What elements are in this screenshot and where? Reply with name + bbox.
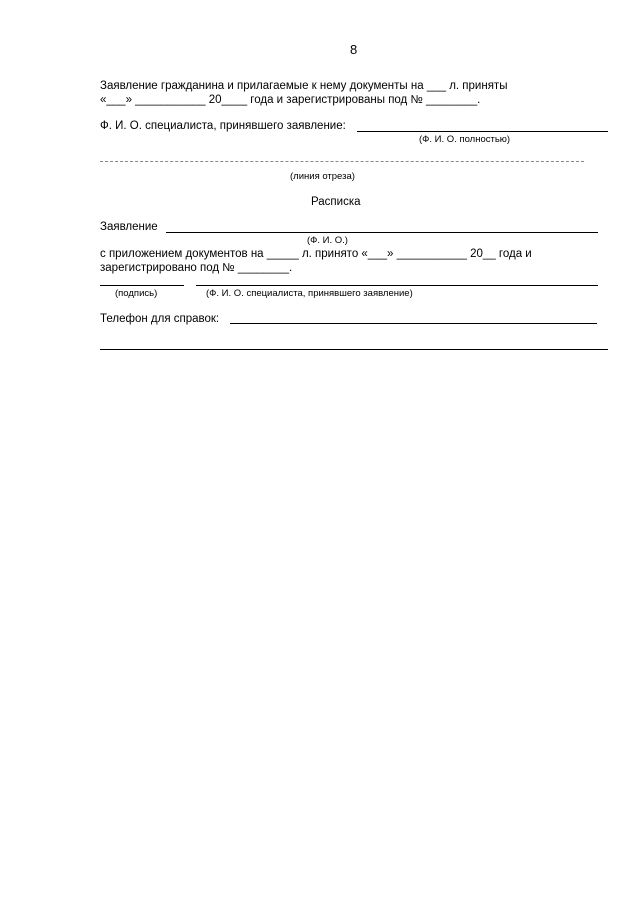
phone-label: Телефон для справок:: [100, 313, 220, 325]
page-number: 8: [350, 42, 358, 57]
signature-line: [100, 285, 184, 286]
specialist-caption: (Ф. И. О. полностью): [419, 134, 511, 145]
application-line-2: «___» ___________ 20____ года и зарегистрированы под № ________.: [100, 94, 481, 106]
receipt-line-1: с приложением документов на _____ л. принято «___» ___________ 20__ года и: [100, 248, 532, 260]
cut-line-label: (линия отреза): [290, 171, 355, 182]
specialist-name-line: [357, 131, 608, 132]
application-line-1: Заявление гражданина и прилагаемые к нему документы на ___ л. приняты: [100, 80, 508, 92]
receipt-specialist-line: [196, 285, 598, 286]
receipt-line-2: зарегистрировано под № ________.: [100, 262, 293, 274]
receipt-statement-label: Заявление: [100, 221, 158, 233]
specialist-label: Ф. И. О. специалиста, принявшего заявление:: [100, 120, 346, 132]
receipt-specialist-caption: (Ф. И. О. специалиста, принявшего заявление): [206, 288, 413, 299]
receipt-statement-caption: (Ф. И. О.): [307, 235, 348, 246]
signature-caption: (подпись): [115, 288, 158, 299]
receipt-title: Расписка: [311, 196, 361, 208]
receipt-statement-line: [166, 232, 598, 233]
phone-line: [230, 323, 597, 324]
cut-line: [100, 161, 584, 162]
bottom-rule: [100, 349, 608, 350]
